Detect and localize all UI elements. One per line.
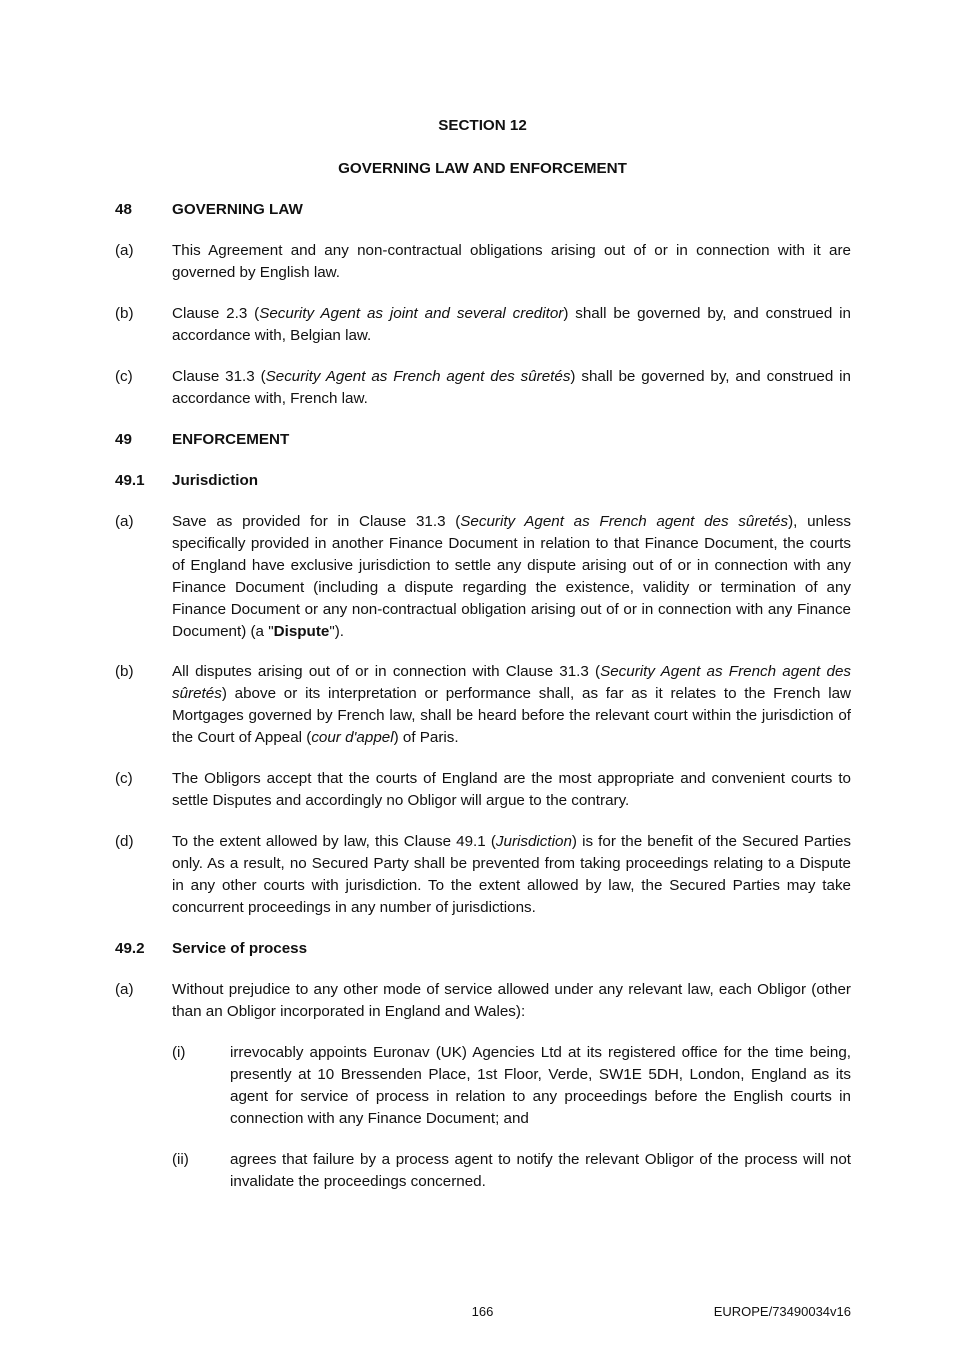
- text-run: To the extent allowed by law, this Clause 49.1 (: [172, 833, 496, 850]
- clause-title: GOVERNING LAW: [172, 201, 303, 218]
- paragraph-text: agrees that failure by a process agent to notify the relevant Obligor of the process will not invalidate the proceedings concerned.: [230, 1151, 851, 1190]
- italic-text: Security Agent as joint and several creditor: [259, 305, 564, 322]
- clause-49-1-d: [115, 831, 851, 919]
- clause-number: 48: [115, 201, 132, 218]
- clause-48-a: [115, 240, 851, 284]
- paragraph-text: Without prejudice to any other mode of service allowed under any relevant law, each Obligor (other than an Obligor incorporated in England and Wales):: [172, 981, 851, 1020]
- clause-48-b: [115, 303, 851, 347]
- paragraph-label: (b): [115, 305, 134, 322]
- paragraph-text: The Obligors accept that the courts of England are the most appropriate and convenient courts to settle Disputes and accordingly no Obligor will argue to the contrary.: [172, 770, 851, 809]
- text-run: All disputes arising out of or in connection with Clause 31.3 (: [172, 663, 601, 680]
- paragraph-label: (ii): [172, 1151, 189, 1168]
- section-title: SECTION 12: [438, 117, 527, 134]
- paragraph-text: [172, 831, 851, 919]
- text-run: ) shall be governed by, and construed in accordance with, French law.: [172, 368, 851, 407]
- document-reference: EUROPE/73490034v16: [713, 1304, 851, 1319]
- text-run: Save as provided for in Clause 31.3 (: [172, 513, 461, 530]
- paragraph-label: (d): [115, 833, 134, 850]
- clause-number: 49.2: [115, 940, 145, 957]
- paragraph-text: This Agreement and any non-contractual obligations arising out of or in connection with it are governed by English law.: [172, 242, 851, 281]
- clause-title: Jurisdiction: [172, 472, 259, 489]
- clause-title: ENFORCEMENT: [172, 431, 290, 448]
- clause-49-1-c: [115, 768, 851, 812]
- clause-title: Service of process: [172, 940, 308, 957]
- section-subtitle: GOVERNING LAW AND ENFORCEMENT: [338, 160, 627, 177]
- clause-49-1-a: [115, 511, 851, 643]
- paragraph-label: (a): [115, 981, 134, 998]
- clause-49-2-a-ii: [172, 1149, 851, 1193]
- paragraph-label: (a): [115, 242, 134, 259]
- clause-49-2-a-i: [172, 1042, 851, 1130]
- italic-text: Security Agent as French agent des sûretés: [265, 368, 571, 385]
- paragraph-text: [172, 661, 851, 749]
- paragraph-text: [172, 303, 851, 347]
- text-run: ), unless specifically provided in another Finance Document in relation to that Finance Document, the courts of England have exclusive jurisdiction to settle any dispute arising out of or in connection with any Finance Document (including a dispute regarding the existence, validity or termination of any Finance Document or any non-contractual obligation arising out of or in connection with any Finance Document) (a ": [172, 513, 851, 640]
- clause-48-c: [115, 366, 851, 410]
- clause-number: 49.1: [115, 472, 145, 489]
- paragraph-label: (c): [115, 368, 133, 385]
- defined-term: Dispute: [273, 623, 330, 640]
- clause-49-1-b: [115, 661, 851, 749]
- paragraph-label: (b): [115, 663, 134, 680]
- text-run: ) is for the benefit of the Secured Parties only. As a result, no Secured Party shall be prevented from taking proceedings relating to a Dispute in any other courts with jurisdiction. To the extent allowed by law, the Secured Parties may take concurrent proceedings in any number of jurisdictions.: [172, 833, 851, 916]
- paragraph-label: (a): [115, 513, 134, 530]
- text-run: ) shall be governed by, and construed in accordance with, Belgian law.: [172, 305, 851, 344]
- clause-49-2-a: [115, 979, 851, 1023]
- paragraph-text: [172, 366, 851, 410]
- text-run: ").: [329, 623, 344, 640]
- page-number: 166: [471, 1304, 494, 1319]
- italic-text: Security Agent as French agent des sûretés: [460, 513, 789, 530]
- paragraph-label: (i): [172, 1044, 186, 1061]
- text-run: ) above or its interpretation or performance shall, as far as it relates to the French law Mortgages governed by French law, shall be heard before the relevant court within the jurisdiction of the Court of Appeal (: [172, 685, 851, 746]
- text-run: Clause 31.3 (: [172, 368, 266, 385]
- clause-number: 49: [115, 431, 132, 448]
- text-run: Clause 2.3 (: [172, 305, 260, 322]
- italic-text: Security Agent as French agent des sûretés: [172, 663, 851, 702]
- paragraph-text: irrevocably appoints Euronav (UK) Agencies Ltd at its registered office for the time being, presently at 10 Bressenden Place, 1st Floor, Verde, SW1E 5DH, London, England as its agent for service of process in relation to any proceedings before the English courts in connection with any Finance Document; and: [230, 1044, 851, 1127]
- italic-text: Jurisdiction: [495, 833, 572, 850]
- paragraph-label: (c): [115, 770, 133, 787]
- italic-text: cour d'appel: [311, 729, 394, 746]
- paragraph-text: [172, 511, 851, 643]
- text-run: ) of Paris.: [393, 729, 459, 746]
